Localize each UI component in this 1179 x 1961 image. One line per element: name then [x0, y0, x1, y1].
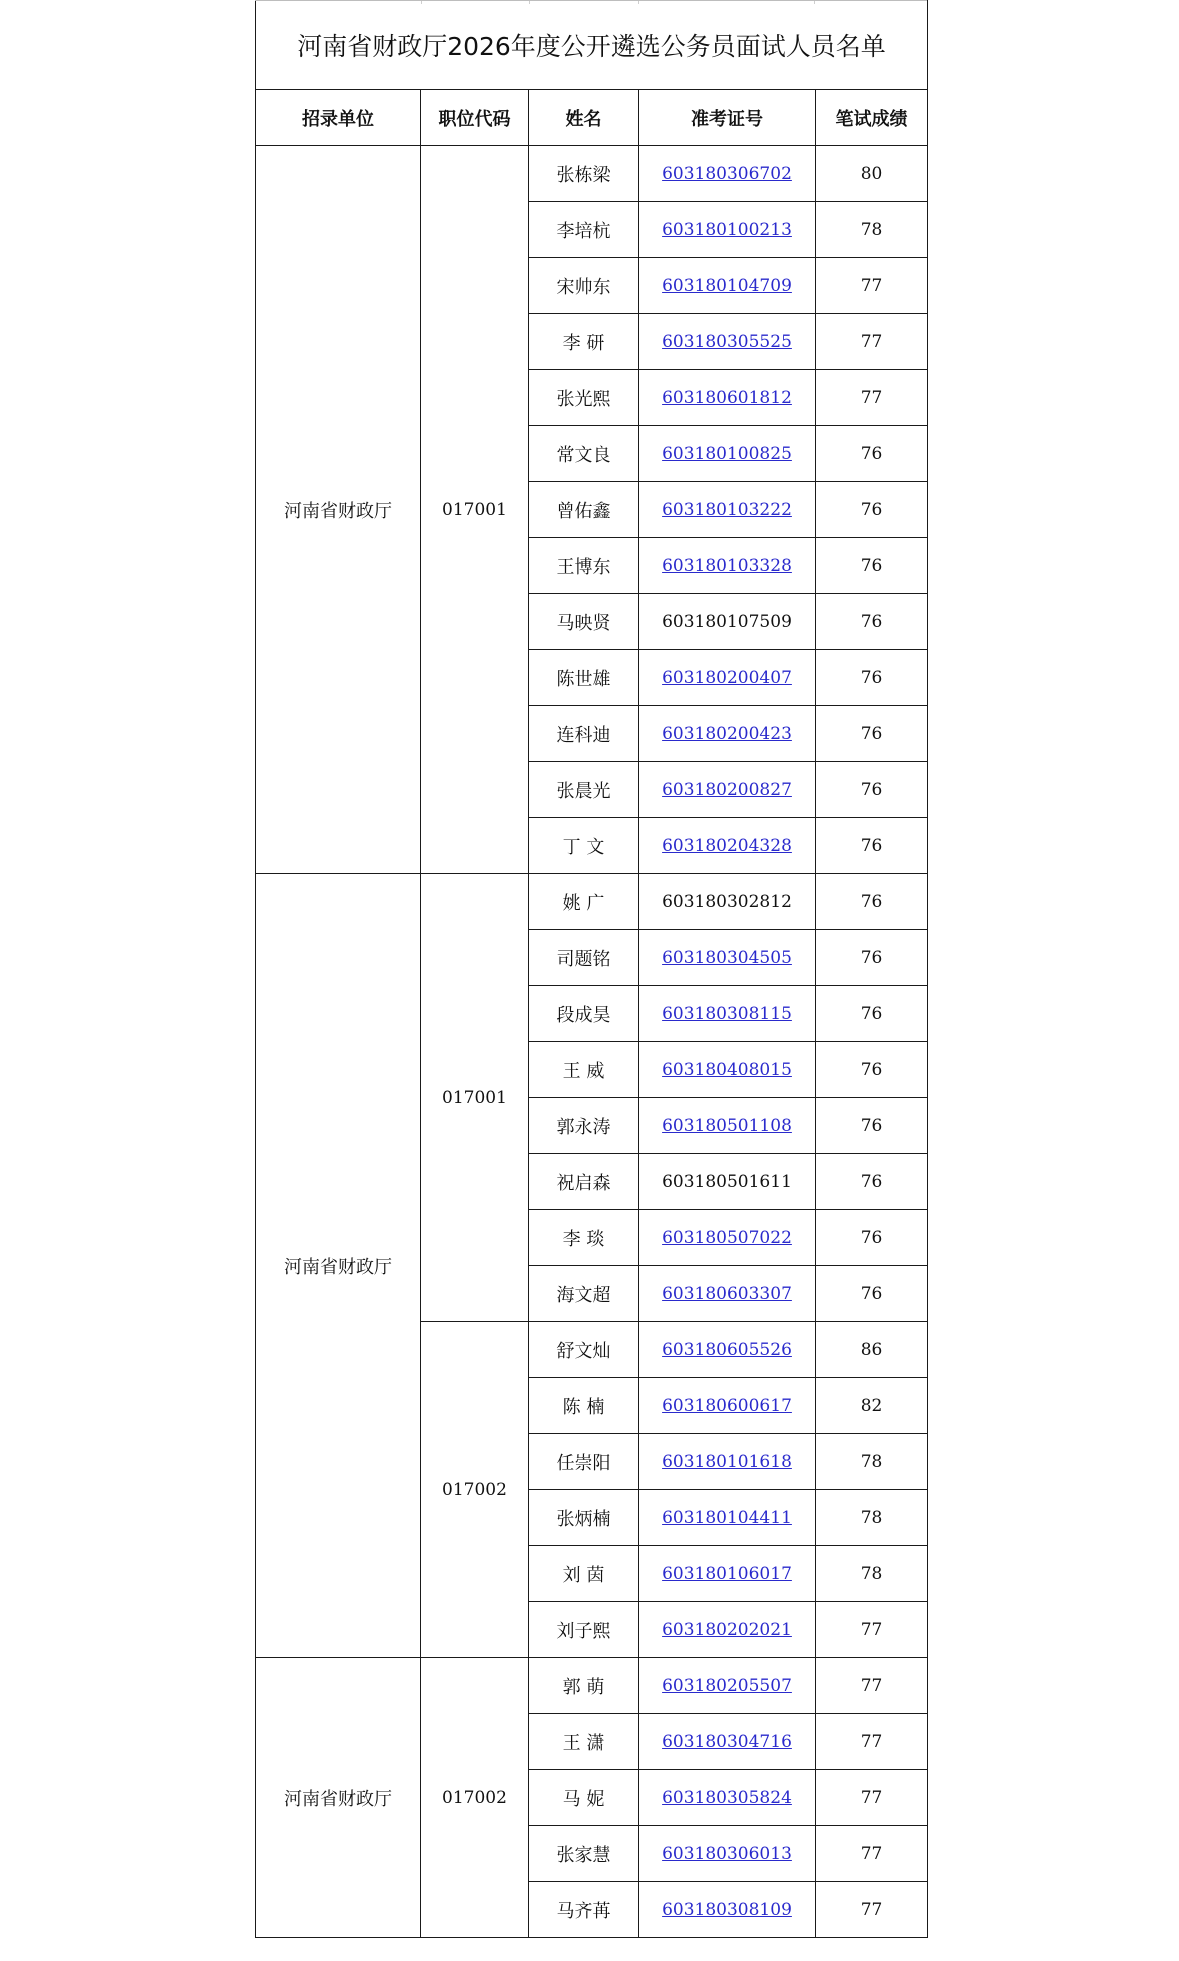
- candidate-name-cell: 张光熙: [529, 370, 639, 426]
- ticket-number-cell: [639, 594, 816, 650]
- ticket-number-cell: [639, 258, 816, 314]
- ticket-number-cell: [639, 1098, 816, 1154]
- ticket-number-link[interactable]: 603180605526: [662, 1339, 792, 1360]
- ticket-number-link[interactable]: 603180200423: [662, 723, 792, 744]
- ticket-number-link[interactable]: 603180501108: [662, 1115, 792, 1136]
- document-title: 河南省财政厅2026年度公开遴选公务员面试人员名单: [256, 1, 928, 90]
- candidate-name-cell: 海文超: [529, 1266, 639, 1322]
- ticket-number-link[interactable]: 603180308115: [662, 1003, 792, 1024]
- written-score-cell: 76: [816, 426, 928, 482]
- written-score-cell: 76: [816, 482, 928, 538]
- written-score-cell: 76: [816, 1042, 928, 1098]
- candidate-name-cell: 姚 广: [529, 874, 639, 930]
- interview-list-table: [255, 0, 928, 1938]
- written-score-cell: 76: [816, 1098, 928, 1154]
- candidate-name-cell: 李 研: [529, 314, 639, 370]
- candidate-name-cell: 张家慧: [529, 1826, 639, 1882]
- candidate-name-cell: 郭永涛: [529, 1098, 639, 1154]
- ticket-number-link[interactable]: 603180306702: [662, 163, 792, 184]
- candidate-name-cell: 刘子熙: [529, 1602, 639, 1658]
- col-header-code: 职位代码: [421, 90, 529, 146]
- ticket-number-link[interactable]: 603180103328: [662, 555, 792, 576]
- ticket-number-link[interactable]: 603180305824: [662, 1787, 792, 1808]
- written-score-cell: 76: [816, 874, 928, 930]
- unit-cell: 河南省财政厅: [256, 874, 421, 1658]
- ticket-number-cell: [639, 1042, 816, 1098]
- written-score-cell: 78: [816, 1546, 928, 1602]
- ticket-number-cell: [639, 314, 816, 370]
- col-header-score: 笔试成绩: [816, 90, 928, 146]
- ticket-number-link[interactable]: 603180104411: [662, 1507, 792, 1528]
- ticket-number-text: 603180107509: [662, 611, 792, 632]
- written-score-cell: 76: [816, 986, 928, 1042]
- ticket-number-cell: [639, 1546, 816, 1602]
- candidate-name-cell: 李 琰: [529, 1210, 639, 1266]
- ticket-number-cell: [639, 538, 816, 594]
- ticket-number-cell: [639, 1826, 816, 1882]
- candidate-name-cell: 王 潇: [529, 1714, 639, 1770]
- candidate-name-cell: 段成昊: [529, 986, 639, 1042]
- written-score-cell: 77: [816, 1714, 928, 1770]
- position-code-cell: 017001: [421, 874, 529, 1322]
- written-score-cell: 82: [816, 1378, 928, 1434]
- written-score-cell: 78: [816, 1434, 928, 1490]
- ticket-number-cell: [639, 1714, 816, 1770]
- position-code-cell: 017001: [421, 146, 529, 874]
- ticket-number-link[interactable]: 603180100213: [662, 219, 792, 240]
- written-score-cell: 76: [816, 1266, 928, 1322]
- written-score-cell: 78: [816, 1490, 928, 1546]
- ticket-number-cell: [639, 1154, 816, 1210]
- ticket-number-link[interactable]: 603180304716: [662, 1731, 792, 1752]
- written-score-cell: 77: [816, 1658, 928, 1714]
- table-body: [256, 146, 928, 1938]
- ticket-number-cell: [639, 370, 816, 426]
- ticket-number-link[interactable]: 603180103222: [662, 499, 792, 520]
- ticket-number-cell: [639, 1434, 816, 1490]
- candidate-name-cell: 舒文灿: [529, 1322, 639, 1378]
- written-score-cell: 86: [816, 1322, 928, 1378]
- ticket-number-link[interactable]: 603180601812: [662, 387, 792, 408]
- position-code-cell: 017002: [421, 1658, 529, 1938]
- ticket-number-link[interactable]: 603180204328: [662, 835, 792, 856]
- written-score-cell: 76: [816, 706, 928, 762]
- ticket-number-link[interactable]: 603180603307: [662, 1283, 792, 1304]
- unit-cell: 河南省财政厅: [256, 146, 421, 874]
- written-score-cell: 77: [816, 1602, 928, 1658]
- ticket-number-text: 603180302812: [662, 891, 792, 912]
- ticket-number-cell: [639, 762, 816, 818]
- written-score-cell: 76: [816, 1210, 928, 1266]
- written-score-cell: 77: [816, 258, 928, 314]
- written-score-cell: 78: [816, 202, 928, 258]
- written-score-cell: 76: [816, 650, 928, 706]
- ticket-number-link[interactable]: 603180306013: [662, 1843, 792, 1864]
- ticket-number-link[interactable]: 603180308109: [662, 1899, 792, 1920]
- candidate-name-cell: 曾佑鑫: [529, 482, 639, 538]
- ticket-number-cell: [639, 930, 816, 986]
- ticket-number-cell: [639, 1322, 816, 1378]
- candidate-name-cell: 郭 萌: [529, 1658, 639, 1714]
- candidate-name-cell: 张栋梁: [529, 146, 639, 202]
- ticket-number-cell: [639, 1490, 816, 1546]
- ticket-number-text: 603180501611: [662, 1171, 792, 1192]
- ticket-number-link[interactable]: 603180205507: [662, 1675, 792, 1696]
- candidate-name-cell: 张炳楠: [529, 1490, 639, 1546]
- document: [255, 0, 927, 1938]
- ticket-number-link[interactable]: 603180200827: [662, 779, 792, 800]
- ticket-number-cell: [639, 1266, 816, 1322]
- written-score-cell: 77: [816, 1882, 928, 1938]
- col-header-name: 姓名: [529, 90, 639, 146]
- candidate-name-cell: 任崇阳: [529, 1434, 639, 1490]
- ticket-number-link[interactable]: 603180408015: [662, 1059, 792, 1080]
- ticket-number-cell: [639, 146, 816, 202]
- ticket-number-cell: [639, 1770, 816, 1826]
- candidate-name-cell: 宋帅东: [529, 258, 639, 314]
- ticket-number-cell: [639, 1602, 816, 1658]
- candidate-name-cell: 常文良: [529, 426, 639, 482]
- ticket-number-link[interactable]: 603180101618: [662, 1451, 792, 1472]
- written-score-cell: 77: [816, 370, 928, 426]
- ticket-number-link[interactable]: 603180104709: [662, 275, 792, 296]
- ticket-number-link[interactable]: 603180600617: [662, 1395, 792, 1416]
- position-code-cell: 017002: [421, 1322, 529, 1658]
- candidate-name-cell: 司题铭: [529, 930, 639, 986]
- candidate-name-cell: 马齐苒: [529, 1882, 639, 1938]
- ticket-number-cell: [639, 202, 816, 258]
- written-score-cell: 80: [816, 146, 928, 202]
- candidate-name-cell: 张晨光: [529, 762, 639, 818]
- candidate-name-cell: 祝启森: [529, 1154, 639, 1210]
- written-score-cell: 76: [816, 762, 928, 818]
- candidate-name-cell: 王博东: [529, 538, 639, 594]
- ticket-number-cell: [639, 1658, 816, 1714]
- candidate-name-cell: 马映贤: [529, 594, 639, 650]
- table-row: [256, 874, 928, 930]
- written-score-cell: 77: [816, 314, 928, 370]
- written-score-cell: 76: [816, 818, 928, 874]
- ticket-number-cell: [639, 874, 816, 930]
- table-row: [256, 1658, 928, 1714]
- ticket-number-link[interactable]: 603180200407: [662, 667, 792, 688]
- ticket-number-cell: [639, 426, 816, 482]
- candidate-name-cell: 刘 茵: [529, 1546, 639, 1602]
- written-score-cell: 76: [816, 930, 928, 986]
- written-score-cell: 76: [816, 538, 928, 594]
- written-score-cell: 76: [816, 594, 928, 650]
- table-row: [256, 146, 928, 202]
- ticket-number-cell: [639, 650, 816, 706]
- candidate-name-cell: 陈 楠: [529, 1378, 639, 1434]
- ticket-number-cell: [639, 706, 816, 762]
- ticket-number-link[interactable]: 603180100825: [662, 443, 792, 464]
- ticket-number-cell: [639, 986, 816, 1042]
- unit-cell: 河南省财政厅: [256, 1658, 421, 1938]
- ticket-number-link[interactable]: 603180304505: [662, 947, 792, 968]
- ticket-number-link[interactable]: 603180305525: [662, 331, 792, 352]
- candidate-name-cell: 丁 文: [529, 818, 639, 874]
- candidate-name-cell: 李培杭: [529, 202, 639, 258]
- candidate-name-cell: 连科迪: [529, 706, 639, 762]
- written-score-cell: 76: [816, 1154, 928, 1210]
- ticket-number-link[interactable]: 603180202021: [662, 1619, 792, 1640]
- ticket-number-cell: [639, 1378, 816, 1434]
- ticket-number-link[interactable]: 603180507022: [662, 1227, 792, 1248]
- written-score-cell: 77: [816, 1826, 928, 1882]
- ticket-number-cell: [639, 1882, 816, 1938]
- col-header-ticket: 准考证号: [639, 90, 816, 146]
- candidate-name-cell: 马 妮: [529, 1770, 639, 1826]
- ticket-number-cell: [639, 1210, 816, 1266]
- ticket-number-link[interactable]: 603180106017: [662, 1563, 792, 1584]
- candidate-name-cell: 陈世雄: [529, 650, 639, 706]
- candidate-name-cell: 王 威: [529, 1042, 639, 1098]
- col-header-unit: 招录单位: [256, 90, 421, 146]
- written-score-cell: 77: [816, 1770, 928, 1826]
- ticket-number-cell: [639, 482, 816, 538]
- ticket-number-cell: [639, 818, 816, 874]
